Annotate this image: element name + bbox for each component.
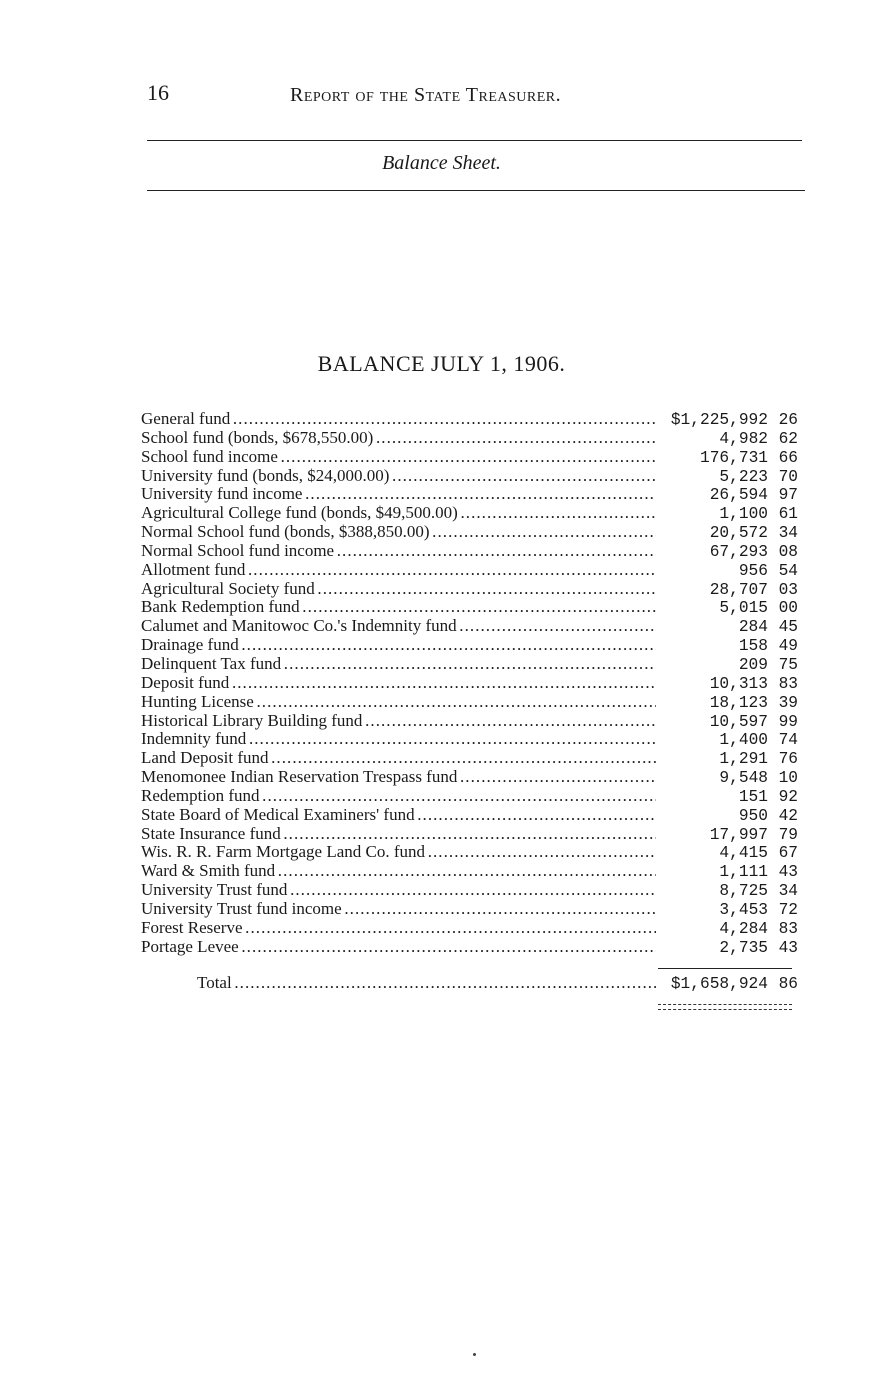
- fund-name: State Board of Medical Examiners' fund . . .: [141, 806, 656, 825]
- header-rule-bottom: [147, 190, 805, 191]
- fund-amount: 9,548: [719, 769, 768, 788]
- fund-name: Menomonee Indian Reservation Trespass fund . . .: [141, 768, 656, 787]
- fund-amount: 158: [738, 637, 768, 656]
- fund-amount: 151: [738, 787, 768, 806]
- total-cents: 86: [778, 975, 798, 993]
- fund-cents: 70: [778, 467, 798, 486]
- fund-amount: 67,293: [709, 542, 768, 561]
- ledger-row: [141, 674, 798, 693]
- fund-amount: 2,735: [719, 938, 768, 957]
- total-label: Total . . .: [197, 974, 656, 993]
- fund-name: General fund . . .: [141, 410, 656, 429]
- fund-name: School fund (bonds, $678,550.00) . . .: [141, 429, 656, 448]
- fund-amount: 5,015: [719, 599, 768, 618]
- fund-amount: $1,225,992: [670, 411, 768, 429]
- ledger-row: [141, 636, 798, 655]
- ledger-row: [141, 580, 798, 599]
- fund-cents: 00: [778, 599, 798, 618]
- scan-speck: [473, 1353, 476, 1356]
- ledger-row: [141, 523, 798, 542]
- ledger-row: [141, 730, 798, 749]
- fund-name: Hunting License . . .: [141, 693, 656, 712]
- fund-name: Indemnity fund . . .: [141, 730, 656, 749]
- ledger-row: [141, 881, 798, 900]
- fund-name: Historical Library Building fund . . .: [141, 712, 656, 731]
- fund-name: Agricultural College fund (bonds, $49,500.00) . . .: [141, 504, 656, 523]
- fund-amount: 5,223: [719, 467, 768, 486]
- fund-cents: 75: [778, 655, 798, 674]
- fund-cents: 66: [778, 448, 798, 467]
- fund-cents: 54: [778, 561, 798, 580]
- fund-cents: 34: [778, 524, 798, 543]
- fund-name: Deposit fund . . .: [141, 674, 656, 693]
- ledger-row: [141, 598, 798, 617]
- fund-name: Calumet and Manitowoc Co.'s Indemnity fund . . .: [141, 617, 656, 636]
- fund-cents: 39: [778, 693, 798, 712]
- ledger-row: [141, 693, 798, 712]
- fund-cents: 83: [778, 919, 798, 938]
- ledger-row: [141, 919, 798, 938]
- page-number: 16: [147, 80, 169, 105]
- fund-name: Bank Redemption fund . . .: [141, 598, 656, 617]
- fund-cents: 45: [778, 618, 798, 637]
- total-row: [197, 974, 798, 993]
- fund-cents: 03: [778, 580, 798, 599]
- fund-amount: 209: [738, 655, 768, 674]
- ledger-row: [141, 448, 798, 467]
- fund-amount: 18,123: [709, 693, 768, 712]
- ledger-row: [141, 504, 798, 523]
- fund-amount: 4,415: [719, 844, 768, 863]
- fund-cents: 42: [778, 806, 798, 825]
- fund-amount: 26,594: [709, 486, 768, 505]
- fund-amount: 17,997: [709, 825, 768, 844]
- fund-name: Delinquent Tax fund . . .: [141, 655, 656, 674]
- fund-cents: 26: [778, 411, 798, 429]
- fund-cents: 08: [778, 542, 798, 561]
- fund-cents: 61: [778, 505, 798, 524]
- sheet-title: Balance Sheet.: [382, 152, 501, 174]
- fund-name: University fund (bonds, $24,000.00) . . .: [141, 467, 656, 486]
- fund-amount: 956: [738, 561, 768, 580]
- fund-cents: 99: [778, 712, 798, 731]
- sum-rule: [658, 968, 792, 969]
- fund-amount: 176,731: [700, 448, 768, 467]
- ledger-row: [141, 542, 798, 561]
- fund-amount: 1,111: [719, 863, 768, 882]
- ledger-row: [141, 655, 798, 674]
- fund-cents: 62: [778, 429, 798, 448]
- fund-cents: 43: [778, 863, 798, 882]
- ledger-row: [141, 712, 798, 731]
- fund-name: Forest Reserve . . .: [141, 919, 656, 938]
- ledger-row: [141, 825, 798, 844]
- ledger-row: [141, 617, 798, 636]
- ledger-row: [141, 843, 798, 862]
- ledger-row: [141, 768, 798, 787]
- fund-cents: 76: [778, 750, 798, 769]
- ledger-row: [141, 561, 798, 580]
- fund-amount: 10,313: [709, 674, 768, 693]
- fund-cents: 67: [778, 844, 798, 863]
- fund-cents: 10: [778, 769, 798, 788]
- fund-name: Ward & Smith fund . . .: [141, 862, 656, 881]
- fund-cents: 72: [778, 900, 798, 919]
- ledger-row: [141, 787, 798, 806]
- header-rule-top: [147, 140, 802, 141]
- fund-name: State Insurance fund . . .: [141, 825, 656, 844]
- fund-amount: 4,982: [719, 429, 768, 448]
- fund-amount: 1,100: [719, 505, 768, 524]
- fund-cents: 97: [778, 486, 798, 505]
- fund-cents: 49: [778, 637, 798, 656]
- fund-amount: 3,453: [719, 900, 768, 919]
- fund-amount: 284: [738, 618, 768, 637]
- fund-name: Redemption fund . . .: [141, 787, 656, 806]
- fund-amount: 20,572: [709, 524, 768, 543]
- fund-cents: 34: [778, 882, 798, 901]
- fund-name: School fund income . . .: [141, 448, 656, 467]
- fund-name: Wis. R. R. Farm Mortgage Land Co. fund . . .: [141, 843, 656, 862]
- ledger-row: [141, 467, 798, 486]
- fund-amount: 1,400: [719, 731, 768, 750]
- fund-name: University Trust fund income . . .: [141, 900, 656, 919]
- fund-cents: 79: [778, 825, 798, 844]
- fund-cents: 74: [778, 731, 798, 750]
- ledger-row: [141, 429, 798, 448]
- fund-amount: 8,725: [719, 882, 768, 901]
- fund-name: University fund income . . .: [141, 485, 656, 504]
- fund-amount: 950: [738, 806, 768, 825]
- fund-amount: 1,291: [719, 750, 768, 769]
- fund-name: University Trust fund . . .: [141, 881, 656, 900]
- ledger-row: [141, 862, 798, 881]
- ledger-row: [141, 485, 798, 504]
- fund-cents: 83: [778, 674, 798, 693]
- fund-amount: 28,707: [709, 580, 768, 599]
- ledger-row: [141, 410, 798, 429]
- double-rule: [658, 1004, 792, 1010]
- ledger-table: [141, 410, 798, 956]
- fund-amount: 10,597: [709, 712, 768, 731]
- fund-name: Normal School fund (bonds, $388,850.00) . . .: [141, 523, 656, 542]
- ledger-row: [141, 749, 798, 768]
- running-head: Report of the State Treasurer.: [290, 84, 562, 106]
- fund-name: Land Deposit fund . . .: [141, 749, 656, 768]
- fund-amount: 4,284: [719, 919, 768, 938]
- fund-name: Normal School fund income . . .: [141, 542, 656, 561]
- fund-name: Allotment fund . . .: [141, 561, 656, 580]
- section-title: BALANCE JULY 1, 1906.: [317, 351, 566, 376]
- total-amount: $1,658,924: [670, 975, 768, 993]
- fund-name: Portage Levee . . .: [141, 938, 656, 957]
- fund-cents: 43: [778, 938, 798, 957]
- fund-name: Drainage fund . . .: [141, 636, 656, 655]
- fund-name: Agricultural Society fund . . .: [141, 580, 656, 599]
- ledger-row: [141, 938, 798, 957]
- ledger-row: [141, 900, 798, 919]
- ledger-row: [141, 806, 798, 825]
- fund-cents: 92: [778, 787, 798, 806]
